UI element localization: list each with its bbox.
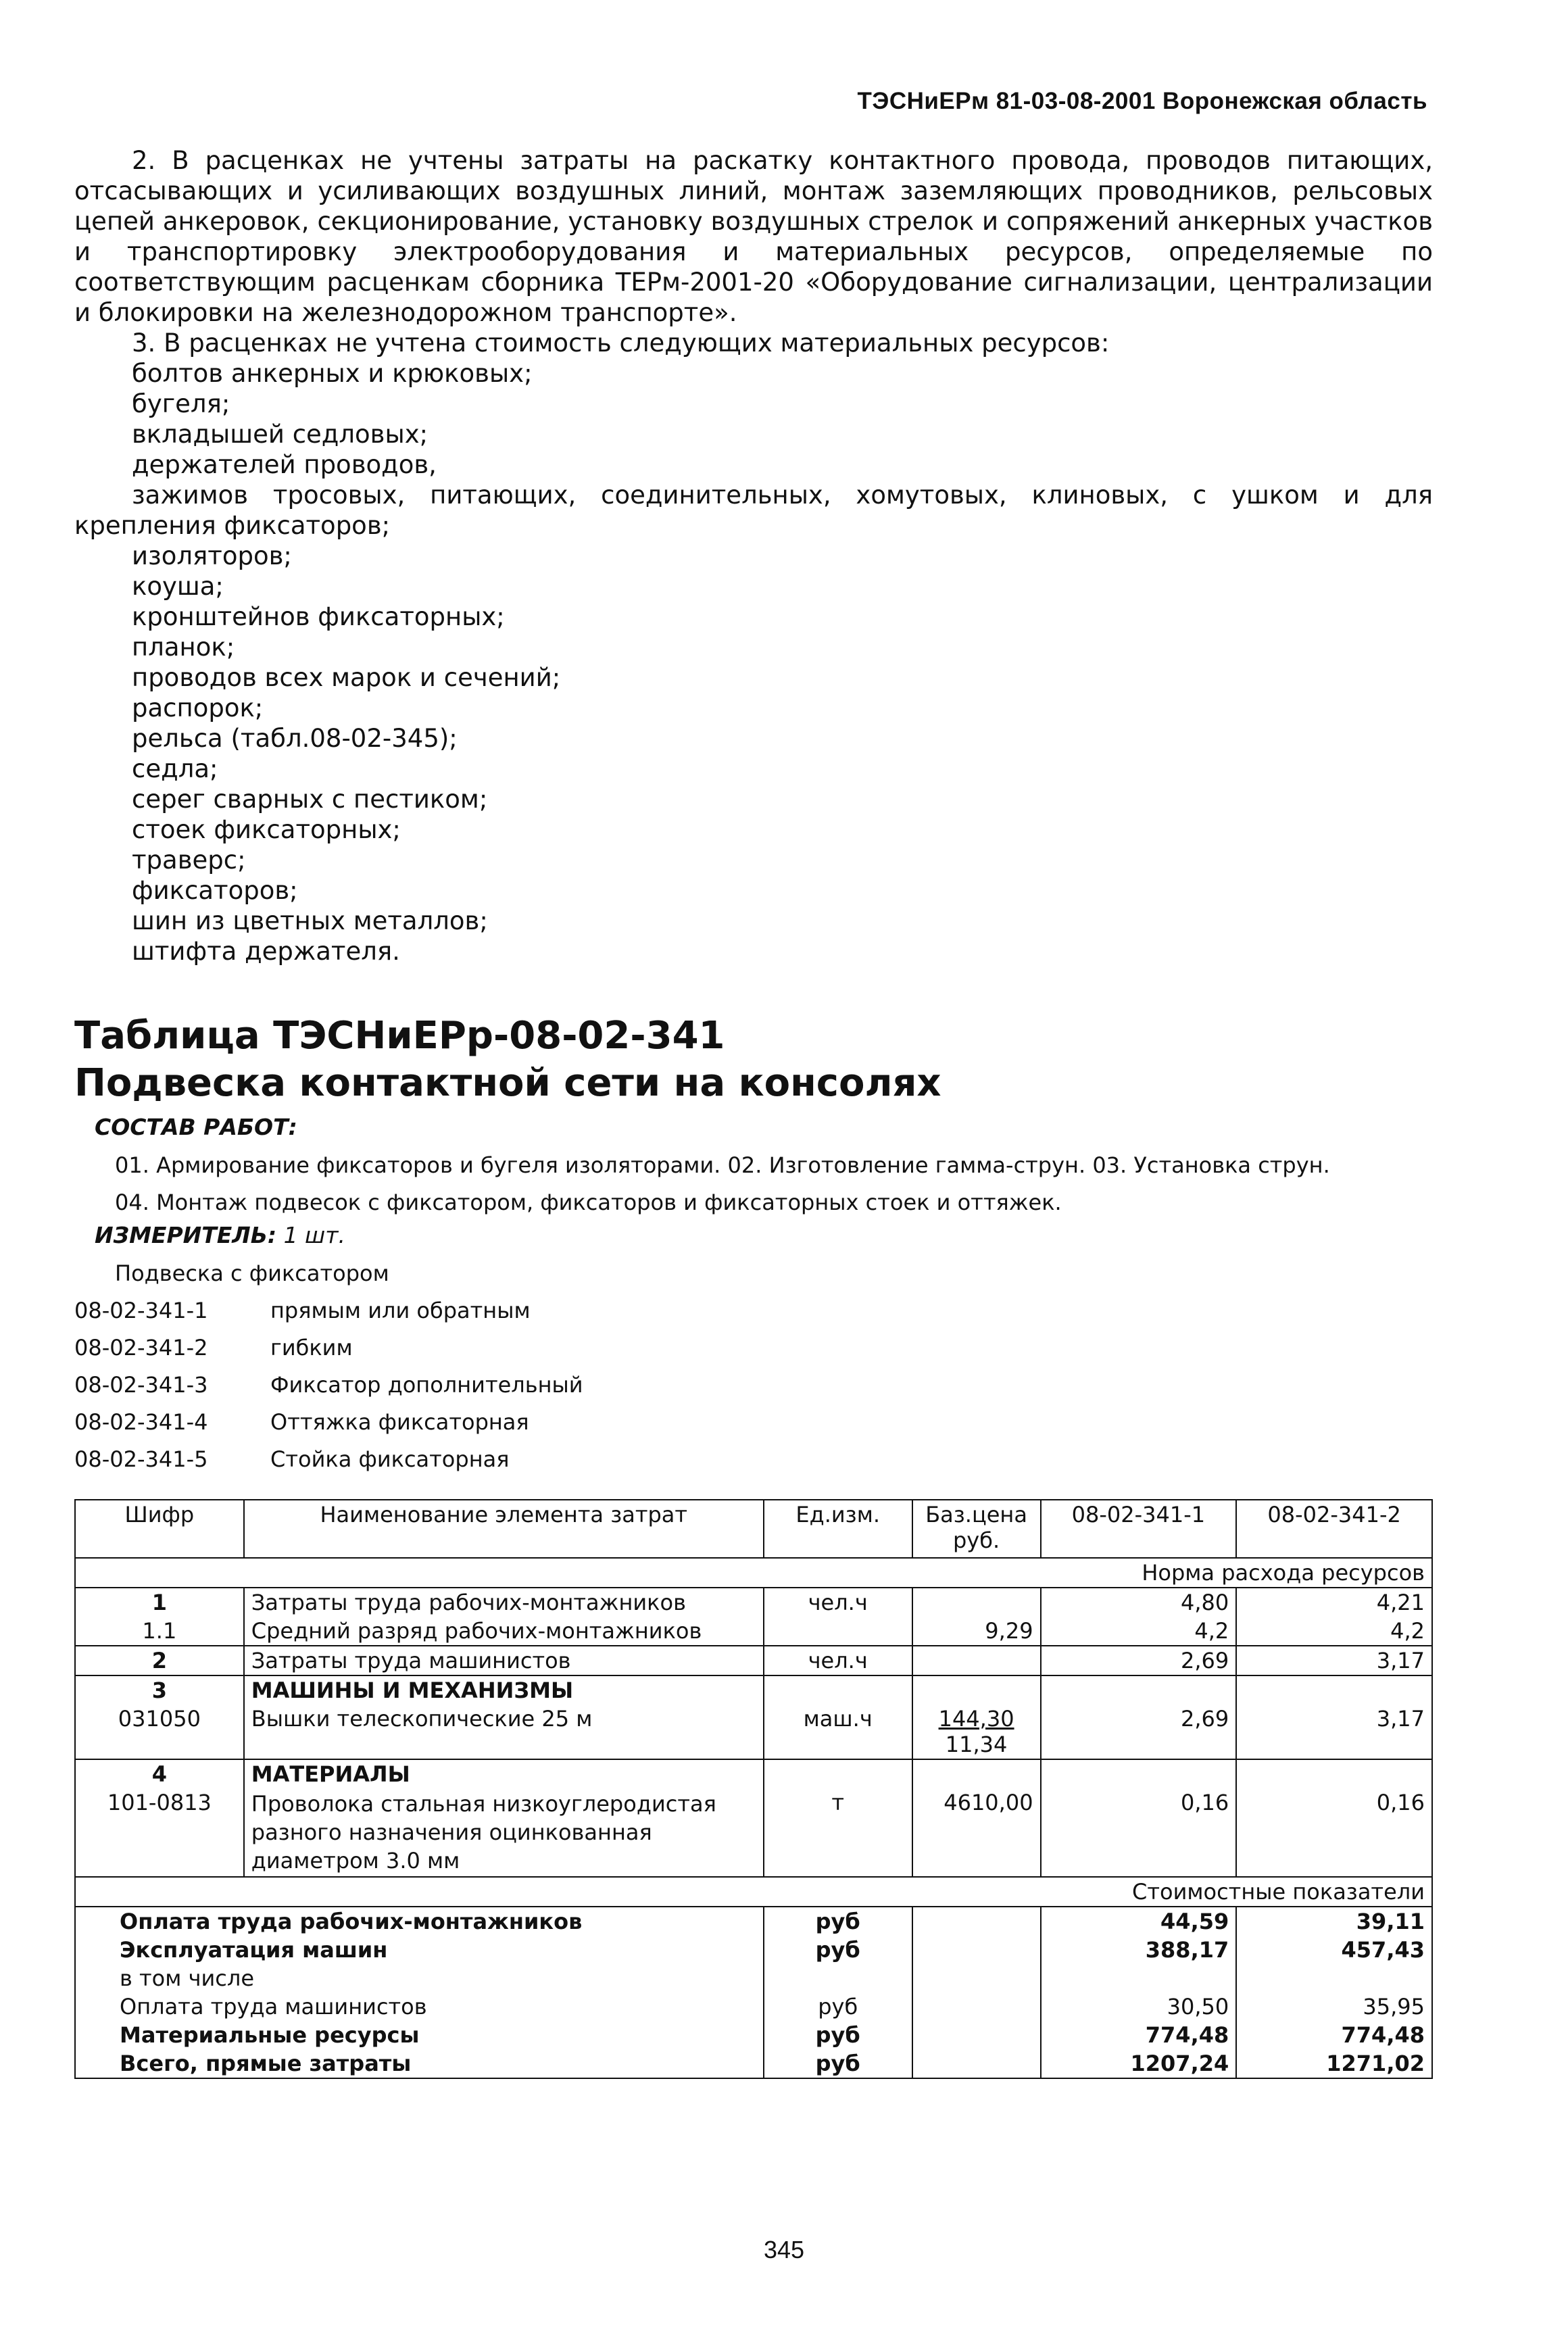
material-item: серег сварных с пестиком; [132,785,488,814]
notes-section [74,145,1433,966]
material-item: держателей проводов, [132,450,437,479]
cost-row: Оплата труда рабочих-монтажников руб 44,59 39,11 [75,1907,1432,1936]
work-line: 01. Армирование фиксаторов и бугеля изоляторами. 02. Изготовление гамма-струн. 03. Установка струн. [115,1152,1330,1178]
table-row: 1.1 Средний разряд рабочих-монтажников 9,29 4,2 4,2 [75,1617,1432,1646]
code-row [74,1372,583,1398]
col-header-price: Баз.цена руб. [912,1500,1041,1558]
cost-row: Всего, прямые затраты руб 1207,24 1271,02 [75,2049,1432,2078]
material-item: седла; [132,754,218,783]
code: 08-02-341-5 [74,1446,208,1472]
material-item: рельса (табл.08-02-345); [132,724,458,753]
section-row-norma: Норма расхода ресурсов [75,1558,1432,1588]
material-item: фиксаторов; [132,876,298,905]
work-composition-label: СОСТАВ РАБОТ: [95,1114,297,1140]
material-item: штифта держателя. [132,937,400,966]
note-2: 2. В расценках не учтены затраты на раскатку контактного провода, проводов питающих, отсасывающих и усиливающих воздушных линий, монтаж заземляющих проводников, рельсовых цепей анкеровок, секционирование, установку воздушных стрелок и сопряжений анкерных участков и транспортировку электрооборудования и материальных ресурсов, определяемые по соответствующим расценкам сборника ТЕРм-2001-20 «Оборудование сигнализации, централизации и блокировки на железнодорожном транспорте». [74,146,1433,327]
material-item: болтов анкерных и крюковых; [132,359,533,388]
material-item: планок; [132,633,235,662]
measure-label: ИЗМЕРИТЕЛЬ: [95,1222,277,1248]
material-name-cell: Проволока стальная низкоуглеродистая разного назначения оцинкованная диаметром 3.0 мм [244,1788,764,1877]
page-number: 345 [763,2236,805,2263]
cost-row: Оплата труда машинистов руб 30,50 35,95 [75,1992,1432,2021]
material-item: кронштейнов фиксаторных; [132,602,505,631]
material-item: бугеля; [132,389,230,418]
cost-row: Эксплуатация машин руб 388,17 457,43 [75,1936,1432,1964]
table-row: 031050 Вышки телескопические 25 м маш.ч 144,30 11,34 2,69 3,17 [75,1705,1432,1759]
material-item: распорок; [132,693,264,723]
work-line: 04. Монтаж подвесок с фиксатором, фиксаторов и фиксаторных стоек и оттяжек. [115,1190,1062,1215]
measure-value: 1 шт. [283,1222,345,1248]
cost-row: Материальные ресурсы руб 774,48 774,48 [75,2021,1432,2049]
resource-table [74,1499,1433,2079]
measure-line [95,1222,345,1248]
note-3-intro: 3. В расценках не учтена стоимость следующих материальных ресурсов: [132,328,1110,358]
table-row: 3 МАШИНЫ И МЕХАНИЗМЫ [75,1675,1432,1705]
col-header-unit: Ед.изм. [764,1500,912,1558]
material-item: траверс; [132,846,246,875]
code: 08-02-341-1 [74,1298,208,1323]
code: 08-02-341-4 [74,1409,208,1435]
section-row-cost: Стоимостные показатели [75,1877,1432,1907]
material-item: крепления фиксаторов; [74,511,391,540]
table-title: Таблица ТЭСНиЕРр-08-02-341 [74,1014,725,1058]
code: 08-02-341-2 [74,1335,208,1361]
code-row [74,1446,509,1472]
table-row: 1 Затраты труда рабочих-монтажников чел.ч 4,80 4,21 [75,1588,1432,1617]
material-item: вкладышей седловых; [132,420,428,449]
col-header-code2: 08-02-341-2 [1236,1500,1432,1558]
material-item: изоляторов; [132,541,292,570]
cost-row: в том числе [75,1964,1432,1992]
code-desc: Оттяжка фиксаторная [270,1409,529,1435]
running-header: ТЭСНиЕРм 81-03-08-2001 Воронежская область [857,88,1427,114]
material-item: зажимов тросовых, питающих, соединительных, хомутовых, клиновых, с ушком и для [132,481,1433,510]
material-item: шин из цветных металлов; [132,906,488,935]
code-desc: Фиксатор дополнительный [270,1372,583,1398]
price-cell: 144,30 11,34 [912,1705,1041,1759]
material-item: стоек фиксаторных; [132,815,401,844]
code-row [74,1298,531,1323]
table-row: 2 Затраты труда машинистов чел.ч 2,69 3,17 [75,1646,1432,1675]
code-row [74,1409,529,1435]
table-subtitle: Подвеска контактной сети на консолях [74,1061,941,1105]
col-header-shifr: Шифр [75,1500,244,1558]
code: 08-02-341-3 [74,1372,208,1398]
table-row: 101-0813 Проволока стальная низкоуглеродистая разного назначения оцинкованная диаметром 3.0 мм т 4610,00 0,16 0,16 [75,1788,1432,1877]
code-desc: Стойка фиксаторная [270,1446,510,1472]
code-desc: гибким [270,1335,353,1361]
material-item: коуша; [132,572,224,601]
col-header-name: Наименование элемента затрат [244,1500,764,1558]
code-row [74,1335,353,1361]
code-desc: прямым или обратным [270,1298,531,1323]
table-header-row [75,1500,1432,1558]
col-header-code1: 08-02-341-1 [1041,1500,1237,1558]
material-item: проводов всех марок и сечений; [132,663,561,692]
group-header: Подвеска с фиксатором [115,1260,389,1286]
table-row: 4 МАТЕРИАЛЫ [75,1759,1432,1788]
